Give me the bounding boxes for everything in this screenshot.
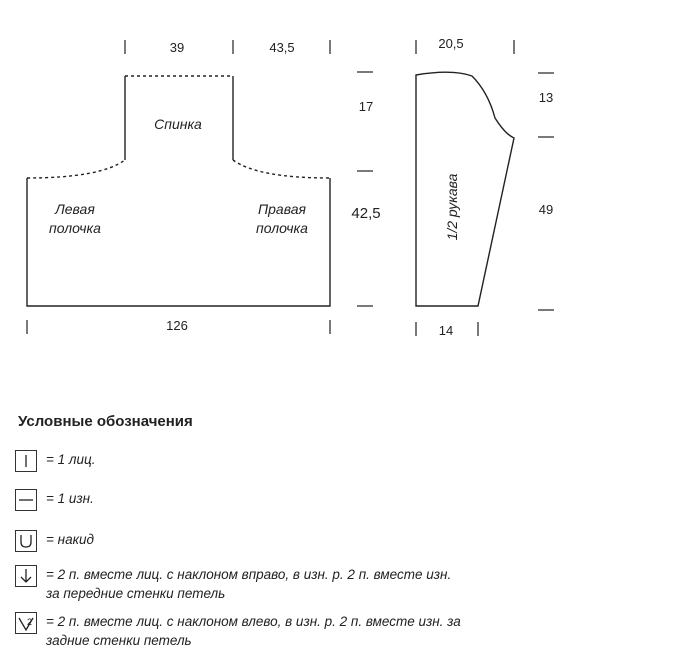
left-front-label-line1: Левая bbox=[55, 201, 95, 217]
dim-body-height: 42,5 bbox=[351, 205, 381, 222]
dim-sleeve-length: 49 bbox=[538, 202, 554, 217]
right-front-label-line2: полочка bbox=[256, 220, 308, 236]
dim-total-width: 126 bbox=[166, 318, 188, 333]
legend-text-line2: задние стенки петель bbox=[46, 633, 192, 648]
back-label: Спинка bbox=[154, 116, 202, 132]
left-armhole-curve bbox=[27, 160, 125, 178]
k2tog-left-symbol-icon bbox=[15, 612, 37, 634]
legend-text bbox=[46, 565, 566, 603]
dim-sleeve-cap-height: 13 bbox=[538, 90, 554, 105]
dim-shoulder-width: 43,5 bbox=[269, 40, 295, 55]
dim-armhole-height: 17 bbox=[358, 99, 374, 114]
legend-text-line1: = 2 п. вместе лиц. с наклоном вправо, в изн. р. 2 п. вместе изн. bbox=[46, 567, 452, 582]
legend-text: = накид bbox=[46, 532, 94, 547]
purl-symbol-icon bbox=[15, 489, 37, 511]
legend-text-line1: = 2 п. вместе лиц. с наклоном влево, в изн. р. 2 п. вместе изн. за bbox=[46, 614, 461, 629]
yarn-over-symbol-icon bbox=[15, 530, 37, 552]
dim-back-width: 39 bbox=[169, 40, 185, 55]
dim-sleeve-bottom-width: 14 bbox=[438, 323, 454, 338]
sleeve-label: 1/2 рукава bbox=[444, 173, 460, 241]
body-lower-outline bbox=[27, 178, 330, 306]
legend-text: = 1 лиц. bbox=[46, 452, 96, 467]
body-outline bbox=[27, 76, 330, 306]
dimension-ticks bbox=[27, 40, 554, 336]
sleeve-outline bbox=[416, 72, 514, 306]
legend-text-line2: за передние стенки петель bbox=[46, 586, 226, 601]
left-front-label-line2: полочка bbox=[49, 220, 101, 236]
legend-text bbox=[46, 612, 566, 650]
legend-text: = 1 изн. bbox=[46, 491, 94, 506]
k2tog-right-symbol-icon bbox=[15, 565, 37, 587]
dim-sleeve-top-width: 20,5 bbox=[438, 36, 464, 51]
legend-title: Условные обозначения bbox=[18, 413, 193, 430]
knit-symbol-icon bbox=[15, 450, 37, 472]
right-armhole-curve bbox=[233, 160, 330, 178]
svg-text:2: 2 bbox=[27, 617, 33, 627]
right-front-label-line1: Правая bbox=[258, 201, 306, 217]
